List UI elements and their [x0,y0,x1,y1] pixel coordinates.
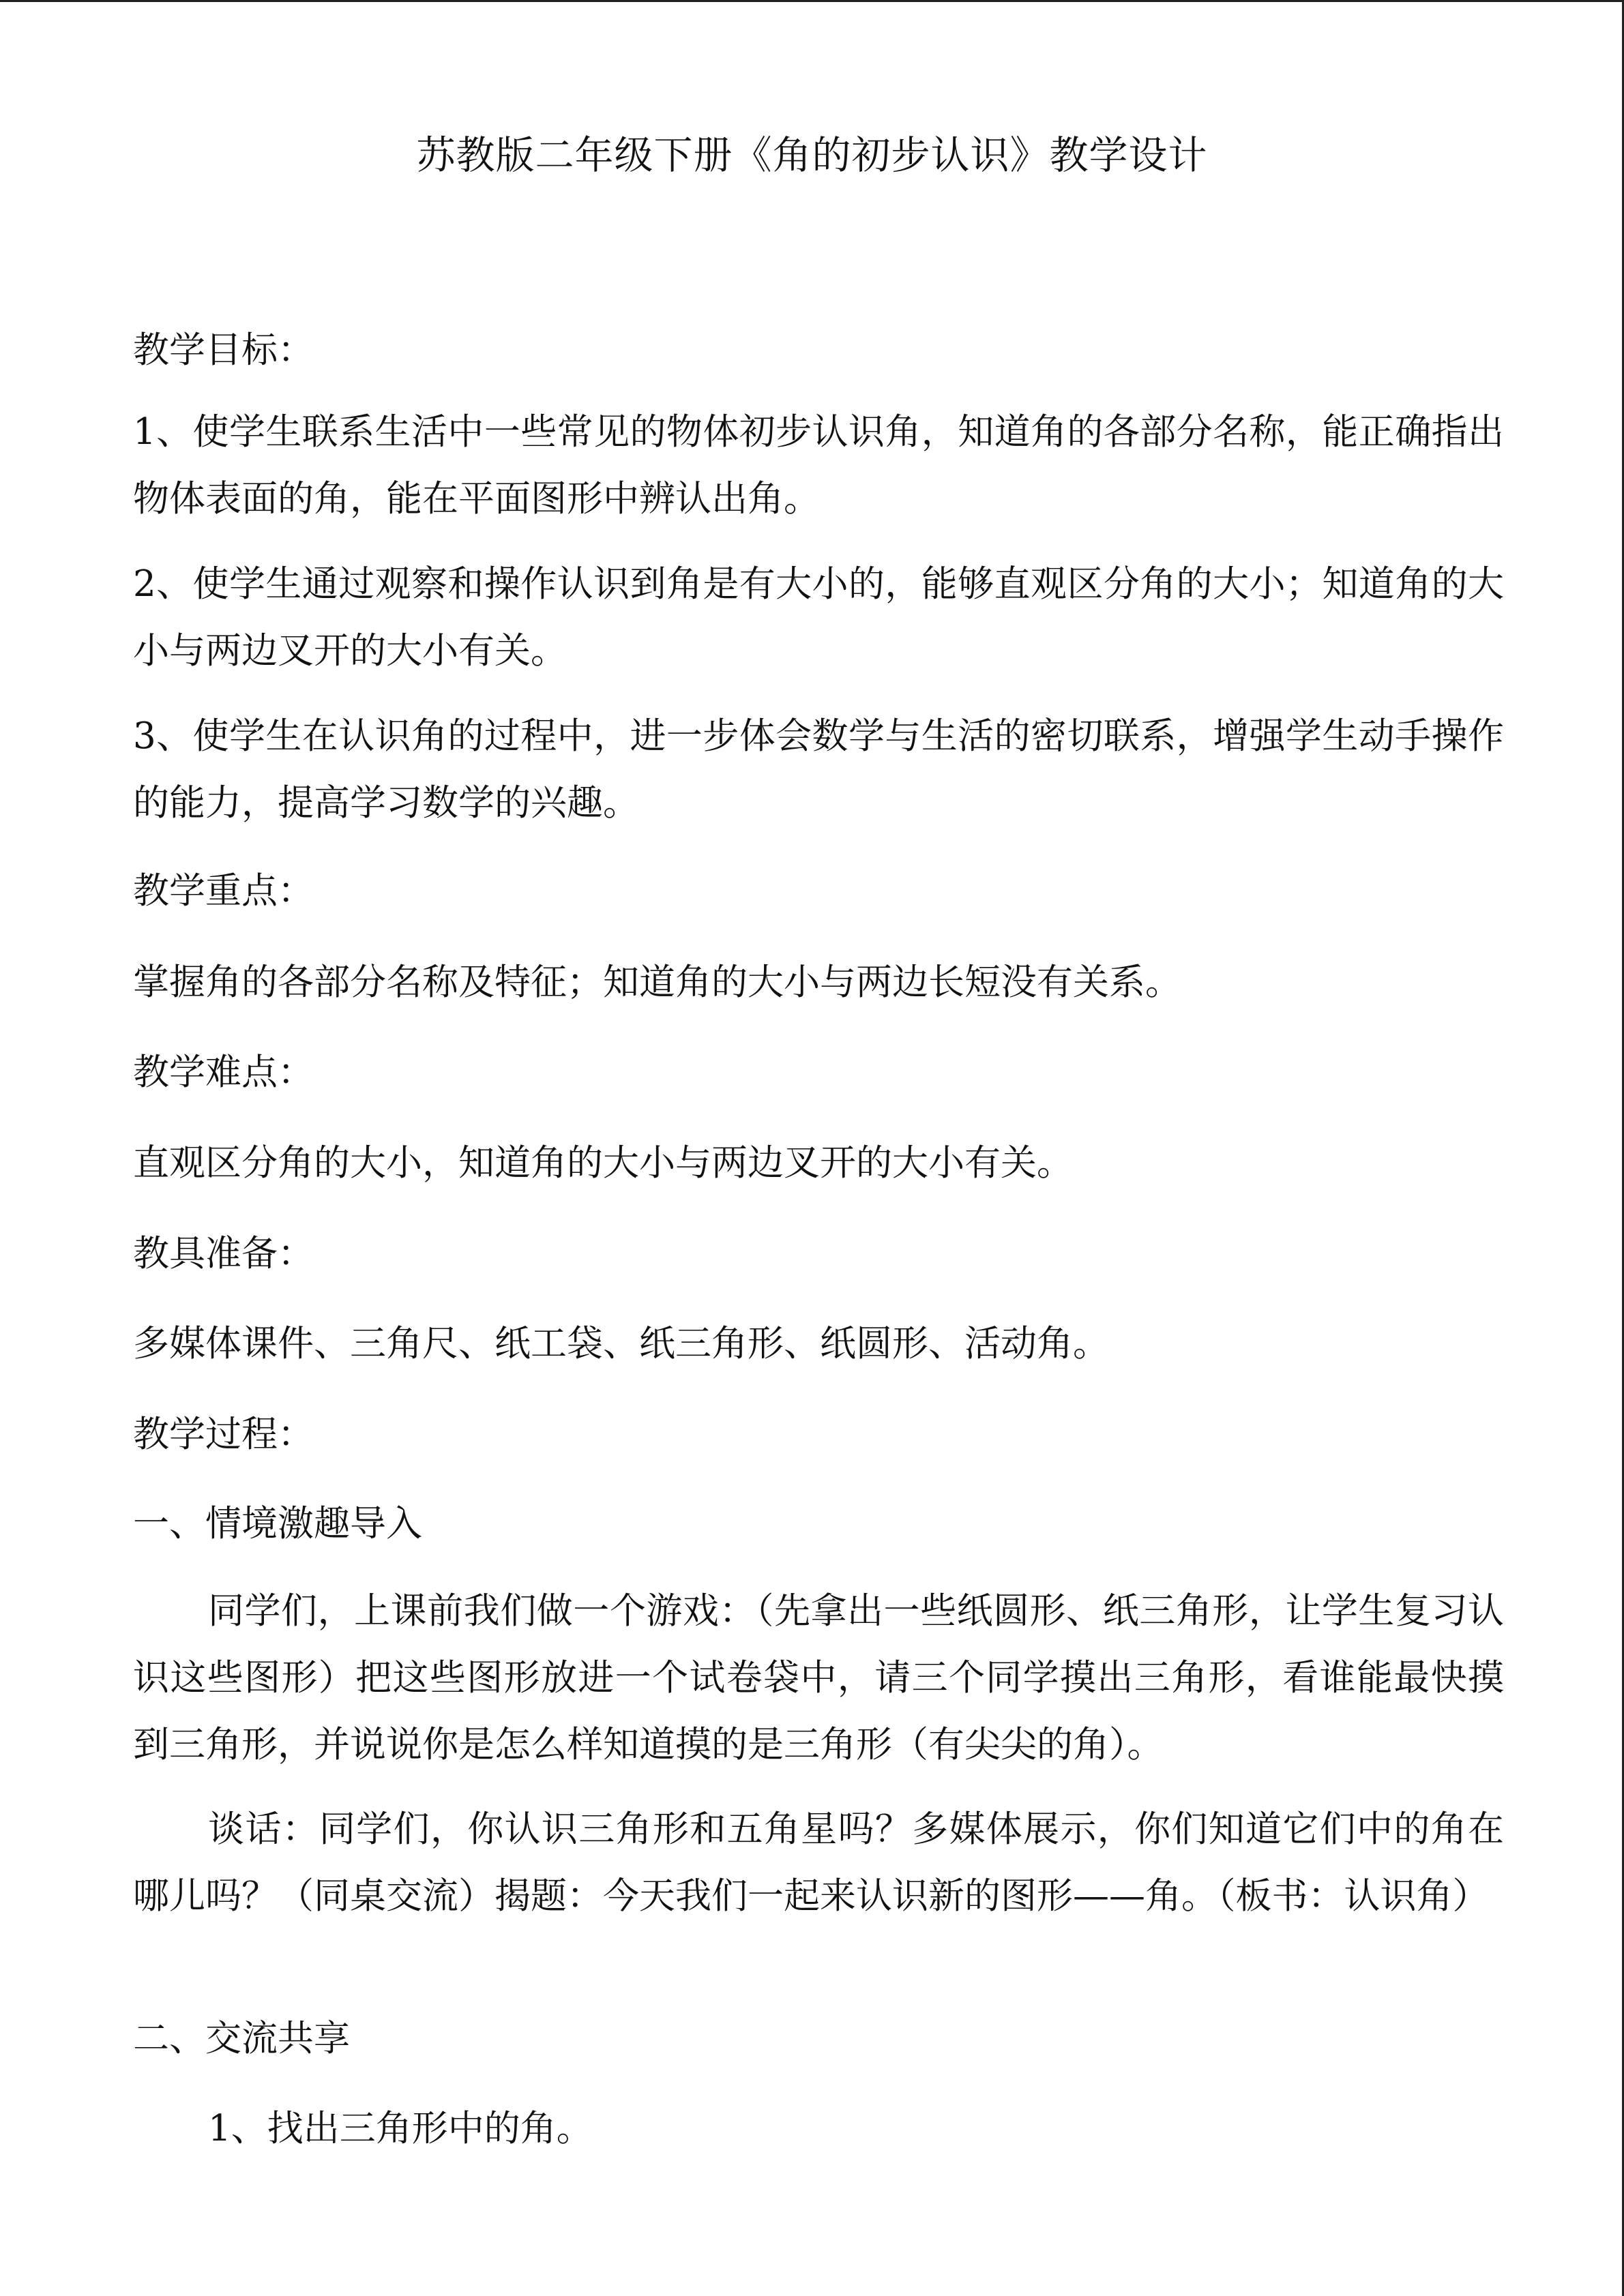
difficulties-text: 直观区分角的大小，知道角的大小与两边叉开的大小有关。 [133,1142,1073,1184]
objective-item-3: 3、使学生在认识角的过程中，进一步体会数学与生活的密切联系，增强学生动手操作的能力，提高学习数学的兴趣。 [133,715,1504,824]
objective-item-1: 1、使学生联系生活中一些常见的物体初步认识角，知道角的各部分名称，能正确指出物体表面的角，能在平面图形中辨认出角。 [133,411,1504,520]
objectives-heading: 教学目标： [133,329,314,371]
objective-item-2: 2、使学生通过观察和操作认识到角是有大小的，能够直观区分角的大小；知道角的大小与两边叉开的大小有关。 [133,563,1504,672]
section1-heading: 一、情境激趣导入 [133,1503,422,1545]
section2-item-1: 1、找出三角形中的角。 [208,2108,593,2149]
key-points-text: 掌握角的各部分名称及特征；知道角的大小与两边长短没有关系。 [133,961,1181,1003]
document-title: 苏教版二年级下册《角的初步认识》教学设计 [416,133,1208,178]
difficulties-heading: 教学难点： [133,1052,314,1093]
key-points-heading: 教学重点： [133,870,314,912]
materials-heading: 教具准备： [133,1233,314,1274]
section2-heading: 二、交流共享 [133,2018,350,2059]
process-heading: 教学过程： [133,1414,314,1455]
section1-paragraph-1: 同学们，上课前我们做一个游戏：（先拿出一些纸圆形、纸三角形，让学生复习认识这些图形）把这些图形放进一个试卷袋中，请三个同学摸出三角形，看谁能最快摸到三角形，并说说你是怎么样知道摸的是三角形（有尖尖的角）。 [133,1590,1504,1765]
section1-paragraph-2: 谈话：同学们，你认识三角形和五角星吗？多媒体展示，你们知道它们中的角在哪儿吗？（同桌交流）揭题：今天我们一起来认识新的图形——角。（板书：认识角） [133,1808,1504,1917]
materials-text: 多媒体课件、三角尺、纸工袋、纸三角形、纸圆形、活动角。 [133,1323,1109,1365]
